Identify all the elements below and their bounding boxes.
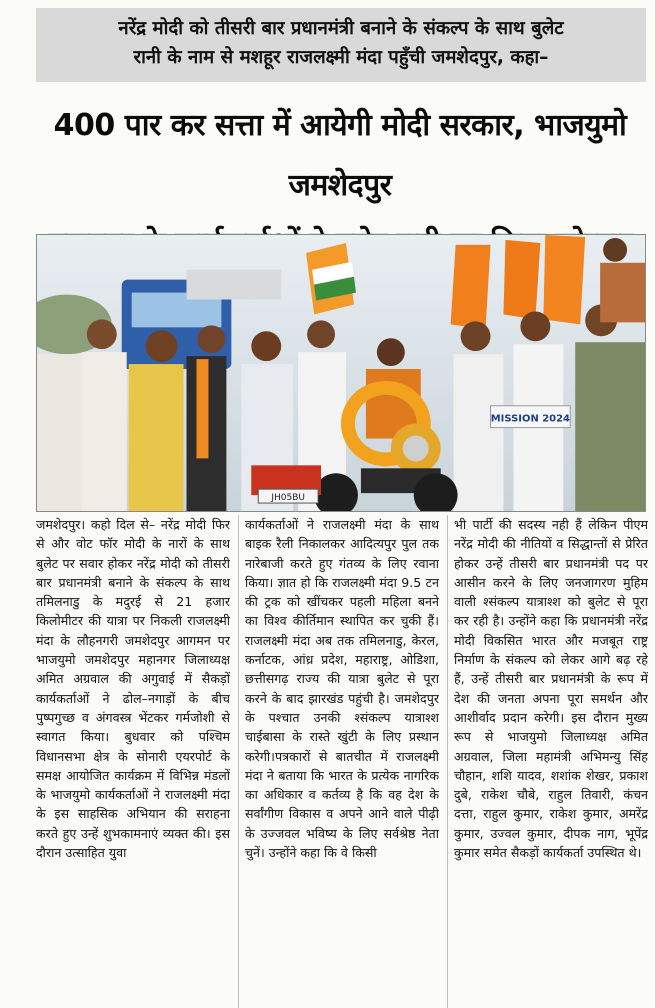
article-column-2: कार्यकर्ताओं ने राजलक्ष्मी मंदा के साथ बाइक रैली निकालकर आदित्यपुर पुल तक नारेबाजी करते हुए गंतव्य के लिए रवाना किया। ज्ञात हो कि राजलक्ष्मी मंदा 9.5 टन की ट्रक को खींचकर पहली महिला बनने का विश्व कीर्तिमान स्थापित कर चुकी हैं। राजलक्ष्मी मंदा अब तक तमिलनाडु, केरल, कर्नाटक, आंध्र प्रदेश, महाराष्ट्र, ओडिशा, छत्तीसगढ़ राज्य की यात्रा बुलेट से पूरा करने के बाद झारखंड पहुंची है। जमशेदपुर के पश्चात उनकी श्संकल्प यात्राश्श चाईबासा के रास्ते खुंटी के लिए प्रस्थान करेगी।पत्रकारों से बातचीत में राजलक्ष्मी मंदा ने बताया कि भारत के प्रत्येक नागरिक का अधिकार व कर्तव्य है कि वह देश के सर्वांगीण विकास व अपने आने वाले पीढ़ी के उज्जवल भविष्य के लिए सर्वश्रेष्ठ नेता चुनें। उन्होंने कहा कि वे किसी [238, 515, 439, 1008]
flag-shape [503, 240, 540, 319]
mission-banner-text: MISSION 2024 [490, 413, 570, 425]
article-column-1: जमशेदपुर। कहो दिल से– नरेंद्र मोदी फिर से और वोट फॉर मोदी के नारों के साथ बुलेट पर सवार होकर नरेंद्र मोदी को तीसरी बार प्रधानमंत्री बनाने के संकल्प के साथ तमिलनाडु के मदुरई से 21 हजार किलोमीटर की यात्रा पर निकली राजलक्ष्मी मंदा के लौहनगरी जमशेदपुर आगमन पर भाजयुमो जमशेदपुर महानगर जिलाध्यक्ष अमित अग्रवाल की अगुवाई में सैकड़ों कार्यकर्ताओं ने ढोल–नगाड़ों के बीच पुष्पगुच्छ व अंगवस्त्र भेंटकर गर्मजोशी से स्वागत किया। बुधवार को पश्चिम विधानसभा क्षेत्र के सोनारी एयरपोर्ट के समक्ष आयोजित कार्यक्रम में विभिन्न मंडलों के भाजयुमो कार्यकर्ताओं ने राजलक्ष्मी मंदा के इस साहसिक अभियान की सराहना करते हुए उन्हें शुभकामनाएं व्यक्त की। इस दौरान उत्साहित युवा [36, 517, 230, 861]
kicker-line-2: रानी के नाम से मशहूर राजलक्ष्मी मंदा पहुँची जमशेदपुर, कहा– [133, 47, 549, 68]
number-plate-text: JH05BU [271, 493, 305, 504]
headline-line-1: 400 पार कर सत्ता में आयेगी मोदी सरकार, भाजयुमो जमशेदपुर [53, 108, 627, 203]
news-photo [36, 234, 646, 512]
article-body [36, 515, 648, 1008]
article-column-3: भी पार्टी की सदस्य नही हैं लेकिन पीएम नरेंद्र मोदी की नीतियों व सिद्धान्तों से प्रेरित होकर उन्हें तीसरी बार प्रधानमंत्री पद पर आसीन करने के लिए जनजागरण मुहिम वाली श्संकल्प यात्राश्श को बुलेट से पूरा कर रही है। उन्होंने कहा कि प्रधानमंत्री नरेंद्र मोदी विकसित भारत और मजबूत राष्ट्र निर्माण के संकल्प को लेकर आगे बढ़ रहे हैं, उन्हें तीसरी बार प्रधानमंत्री के रूप में देश की जनता अपना पूरा समर्थन और आशीर्वाद प्रदान करेगी। इस दौरान मुख्य रूप से भाजयुमो जिलाध्यक्ष अमित अग्रवाल, जिला महामंत्री अभिमन्यु सिंह चौहान, शशि यादव, शशांक शेखर, प्रकाश दुबे, राकेश चौबे, राहुल तिवारी, कंचन दत्ता, राहुल कुमार, राकेश कुमार, अमरेंद्र कुमार, उज्वल कुमार, दीपक नाग, भूपेंद्र कुमार समेत सैकड़ों कार्यकर्ता उपस्थित थे। [447, 515, 648, 1008]
flag-shape [451, 245, 491, 329]
photo-illustration [37, 235, 645, 511]
flag-shape [543, 235, 585, 324]
kicker-box [36, 8, 646, 82]
kicker-line-1: नरेंद्र मोदी को तीसरी बार प्रधानमंत्री बनाने के संकल्प के साथ बुलेट [118, 18, 564, 39]
